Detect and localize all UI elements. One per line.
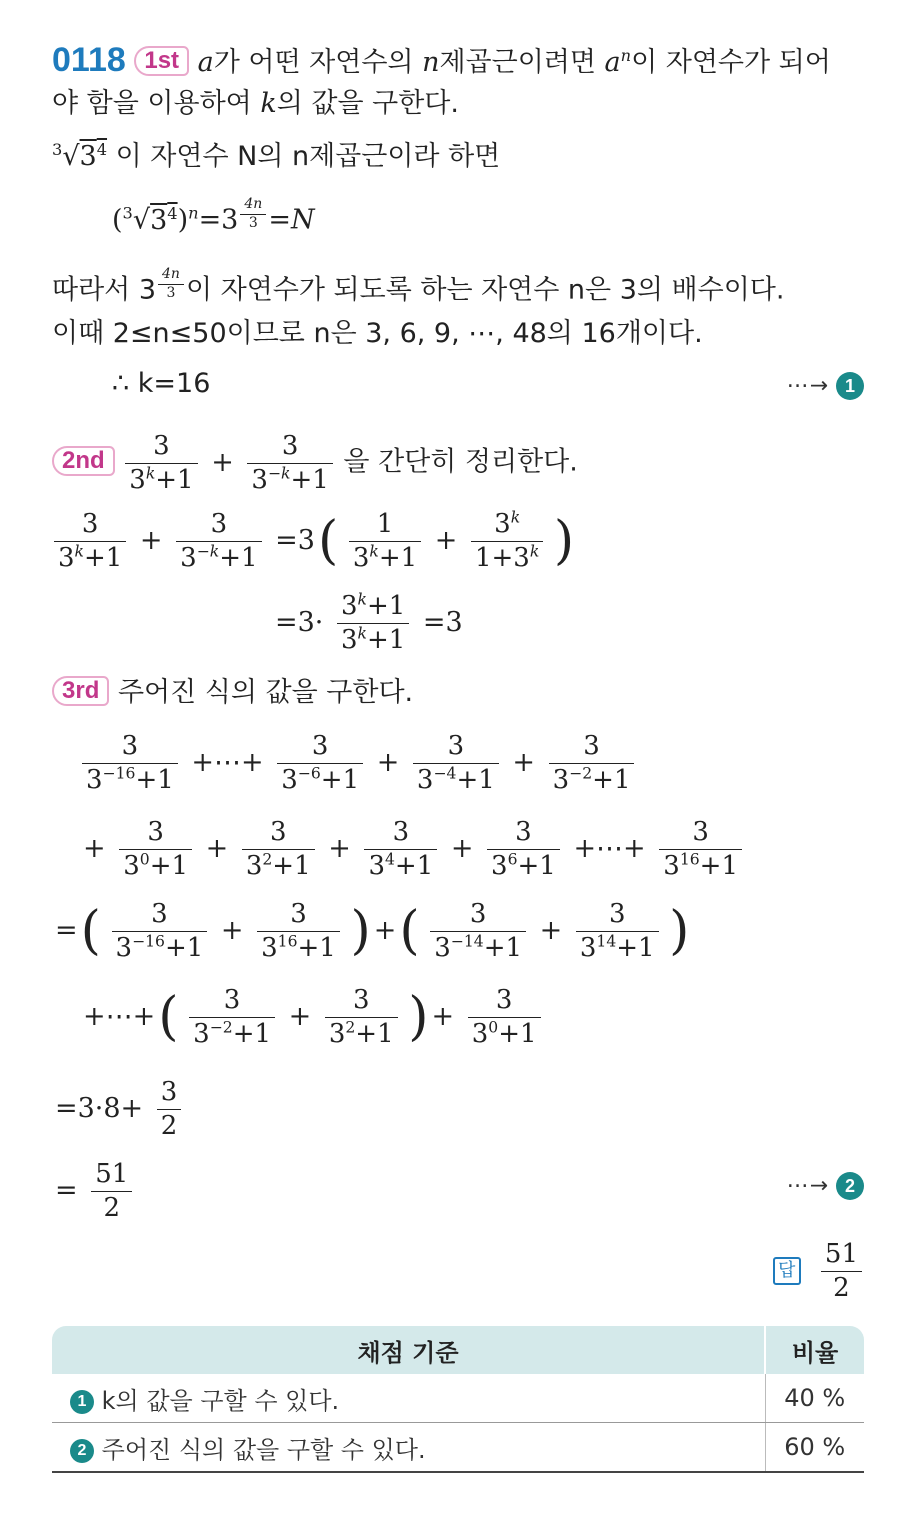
- mark-2: ⋯→ 2: [787, 1172, 864, 1200]
- step3-eq-6: = $\frac{51}{2}$: [52, 1158, 134, 1224]
- step3-eq-2: + $\frac{3}{3^0+1}$ + $\frac{3}{3^2+1}$ + $\frac{3}{3^4+1}$ + $\frac{3}{3^6+1}$ +⋯+ $\frac{3}{3^{16}+1}$: [80, 816, 744, 882]
- ratio-value: 60 %: [765, 1423, 864, 1473]
- step2-line: 2nd $\frac{3}{3^k+1}$ + $\frac{3}{3^{-k}+1}$ 을 간단히 정리한다.: [52, 430, 578, 496]
- step3-line: 3rd 주어진 식의 값을 구한다.: [52, 676, 413, 709]
- step1-badge: 1st: [134, 46, 189, 76]
- step2-badge: 2nd: [52, 446, 115, 476]
- circle-2-icon: 2: [70, 1439, 94, 1463]
- step2-eq-1: $\frac{3}{3^k+1}$ + $\frac{3}{3^{-k}+1}$ =3( $\frac{1}{3^k+1}$ + $\frac{3^k}{1+3^k}$ ): [52, 508, 574, 574]
- criteria-header: 채점 기준: [52, 1326, 765, 1374]
- table-row: [52, 1423, 864, 1473]
- mark-1: ⋯→ 1: [787, 372, 864, 400]
- ratio-header: 비율: [765, 1326, 864, 1374]
- scoring-criteria-table: [52, 1326, 864, 1473]
- circle-1-icon: 1: [70, 1390, 94, 1414]
- step2-eq-2: =3· $\frac{3^k+1}{3^k+1}$ =3: [275, 590, 463, 655]
- step3-eq-3: =( $\frac{3}{3^{-16}+1}$ + $\frac{3}{3^{16}+1}$ ) +( $\frac{3}{3^{-14}+1}$ + $\frac{3}{3^{14}+1}$ ): [55, 899, 690, 963]
- circle-2-icon: 2: [836, 1172, 864, 1200]
- deduction-line: 따라서 3 $^{\frac{4n}{3}}$ 이 자연수가 되도록 하는 자연수 n은 3의 배수이다.: [52, 266, 785, 306]
- ratio-value: 40 %: [765, 1374, 864, 1423]
- step3-badge: 3rd: [52, 676, 109, 706]
- step3-eq-1: $\frac{3}{3^{-16}+1}$ +⋯+ $\frac{3}{3^{-6}+1}$ + $\frac{3}{3^{-4}+1}$ + $\frac{3}{3^{-2}+1}$: [80, 730, 636, 796]
- equation-line: $(^3√3^4)^n=3$ $^{\frac{4n}{3}}$ =N: [112, 196, 315, 236]
- answer-icon: 답: [773, 1257, 801, 1285]
- statement-line: $^3√3^4$ 이 자연수 N의 n제곱근이라 하면: [52, 140, 501, 172]
- step3-eq-5: =3·8+ $\frac{3}{2}$: [52, 1076, 183, 1142]
- criteria-text: k의 값을 구할 수 있다.: [101, 1386, 340, 1415]
- criteria-text: 주어진 식의 값을 구할 수 있다.: [101, 1435, 426, 1464]
- circle-1-icon: 1: [836, 372, 864, 400]
- table-row: [52, 1374, 864, 1423]
- k-result-line: ∴ k=16: [112, 368, 211, 399]
- table-header-row: [52, 1326, 864, 1374]
- step3-eq-4: +⋯+( $\frac{3}{3^{-2}+1}$ + $\frac{3}{3^2+1}$ ) + $\frac{3}{3^0+1}$: [80, 984, 543, 1050]
- final-answer: 답 $\frac{51}{2}$: [773, 1238, 864, 1304]
- intro-line-2: 야 함을 이용하여 k의 값을 구한다.: [52, 88, 459, 119]
- problem-number: 0118: [52, 41, 126, 79]
- range-line: 이때 2≤n≤50이므로 n은 3, 6, 9, ⋯, 48의 16개이다.: [52, 318, 703, 349]
- intro-line-1: 0118 1st a가 어떤 자연수의 n제곱근이려면 $a^n$이 자연수가 되어: [52, 41, 831, 79]
